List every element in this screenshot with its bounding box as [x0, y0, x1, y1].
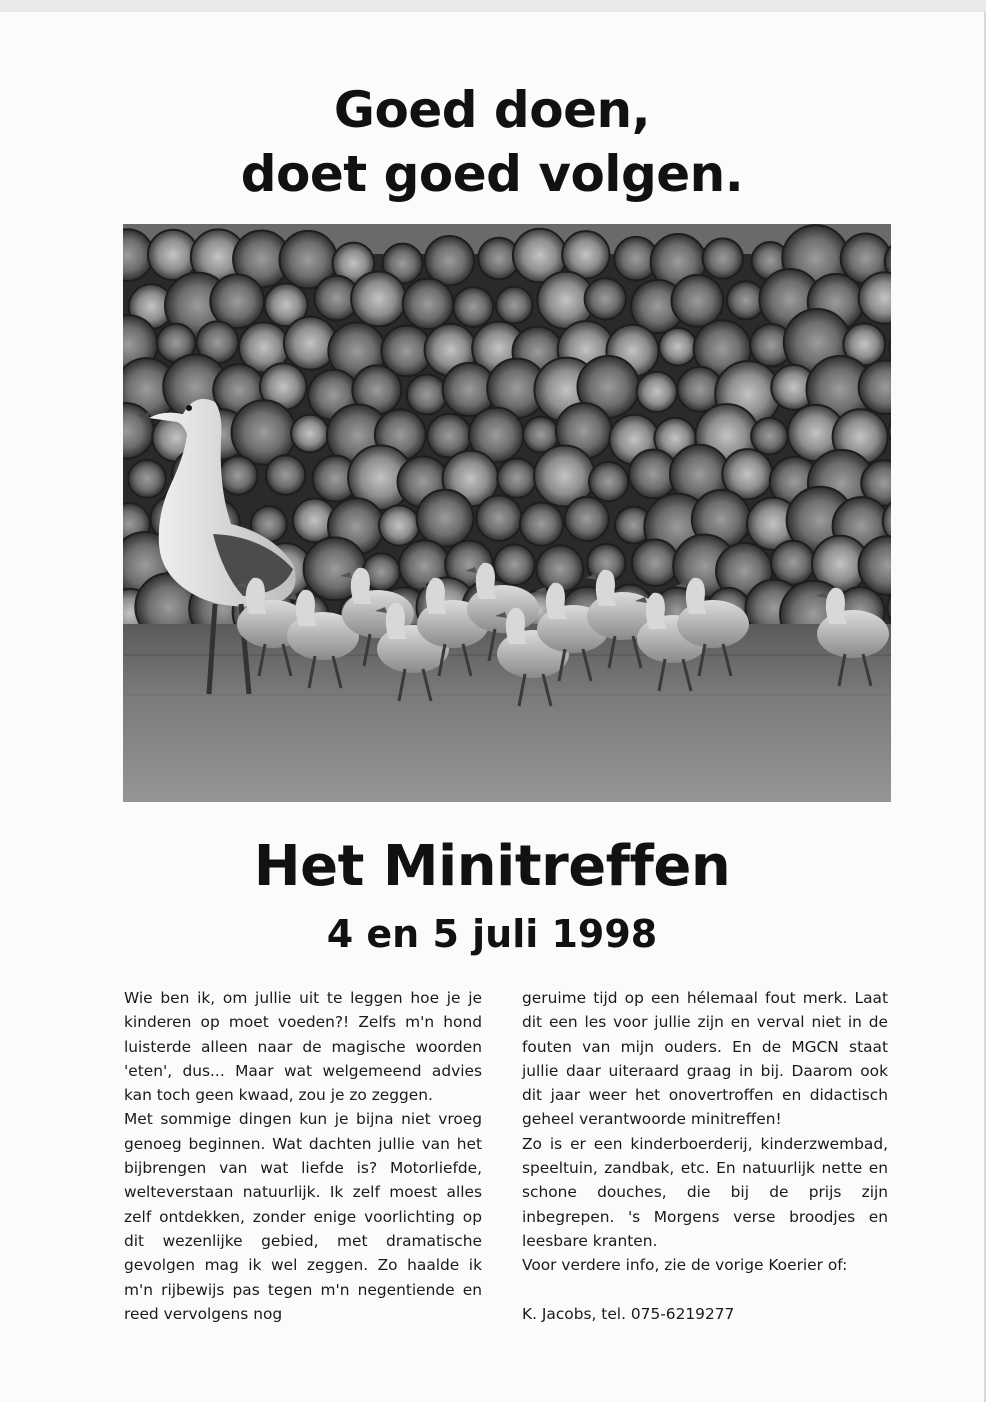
page	[0, 12, 986, 1402]
page-title	[0, 78, 984, 206]
paragraph: Voor verdere info, zie de vorige Koerier of:	[522, 1256, 848, 1275]
headline: Het Minitreffen	[253, 834, 731, 899]
article-column-left	[124, 986, 482, 1326]
paragraph: Wie ben ik, om jullie uit te leggen hoe je je kinderen op moet voeden?! Zelfs m'n hond luisterde alleen naar de magische woorden 'eten', dus... Maar wat welgemeend advies kan toch geen kwaad, zou je zo zeggen.	[124, 989, 482, 1105]
paragraph: Met sommige dingen kun je bijna niet vroeg genoeg beginnen. Wat dachten jullie van het bijbrengen van wat liefde is? Motorliefde, welteverstaan natuurlijk. Ik zelf moest alles zelf ontdekken, zonder enige voorlichting op dit wezenlijke gebied, met dramatische gevolgen mag ik wel zeggen. Zo haalde ik m'n rijbewijs pas tegen m'n negentiende en reed vervolgens nog	[124, 1110, 482, 1323]
title-line-1: Goed doen,	[333, 81, 651, 139]
article-column-right	[522, 986, 888, 1326]
event-date: 4 en 5 juli 1998	[326, 912, 658, 956]
photo-illustration	[123, 224, 891, 802]
geese-and-logs-photo	[123, 224, 891, 802]
paragraph: geruime tijd op een hélemaal fout merk. Laat dit een les voor jullie zijn en verval niet in de fouten van mijn ouders. En de MGCN staat jullie daar uiteraard graag in bij. Daarom ook dit jaar weer het onovertroffen en didactisch geheel verantwoorde minitreffen!	[522, 989, 888, 1129]
title-line-2: doet goed volgen.	[240, 145, 744, 203]
spacer	[522, 1278, 888, 1302]
paragraph: Zo is er een kinderboerderij, kinderzwembad, speeltuin, zandbak, etc. En natuurlijk nette en schone douches, die bij de prijs zijn inbegrepen. 's Morgens verse broodjes en leesbare kranten.	[522, 1134, 888, 1250]
contact-line: K. Jacobs, tel. 075-6219277	[522, 1304, 735, 1323]
